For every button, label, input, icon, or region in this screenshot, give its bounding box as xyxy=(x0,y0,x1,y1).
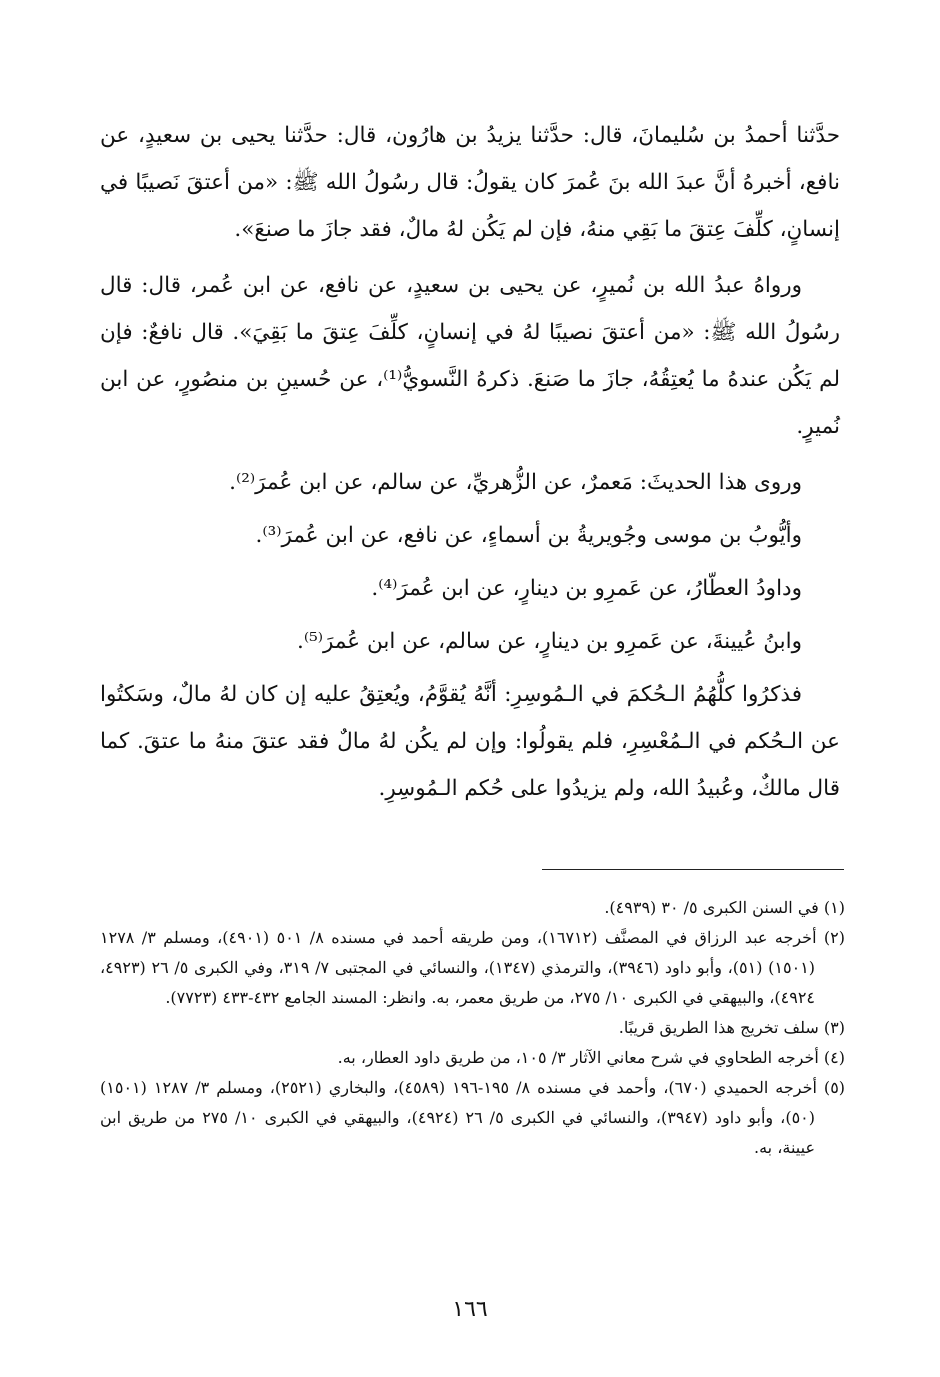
paragraph-mamar-narration: وروى هذا الحديثَ: مَعمرٌ، عن الزُّهريِّ، عن سالم، عن ابن عُمرَ⁽²⁾. xyxy=(229,470,802,495)
footnote-1: (١) في السنن الكبرى ٥/ ٣٠ (٤٩٣٩). xyxy=(604,898,845,917)
paragraph-dawud-narration: وداودُ العطّارُ، عن عَمرِو بن دينارٍ، عن ابن عُمرَ⁽⁴⁾. xyxy=(371,576,802,601)
page-number: ١٦٦ xyxy=(452,1297,488,1322)
footnote-3: (٣) سلف تخريج هذا الطريق قريبًا. xyxy=(618,1018,845,1037)
footnote-divider xyxy=(542,869,844,870)
footnotes-section xyxy=(100,893,845,1163)
footnote-4: (٤) أخرجه الطحاوي في شرح معاني الآثار ٣/ ١٠٥، من طريق داود العطار، به. xyxy=(337,1048,845,1067)
main-text-body xyxy=(100,112,840,821)
paragraph-hadith-chain: حدَّثنا أحمدُ بن سُليمانَ، قال: حدَّثنا يزيدُ بن هارُون، قال: حدَّثنا يحيى بن سعيدٍ، عن نافع، أخبرهُ أنَّ عبدَ الله بنَ عُمرَ كان يقولُ: قال رسُولُ الله ﷺ: «من أعتقَ نَصيبًا في إنسانٍ، كلِّفَ عِتقَ ما بَقِي منهُ، فإن لم يَكُن لهُ مالٌ، فقد جازَ ما صنعَ». xyxy=(100,123,840,242)
footnote-2: (٢) أخرجه عبد الرزاق في المصنَّف (١٦٧١٢)، ومن طريقه أحمد في مسنده ٨/ ٥٠١ (٤٩٠١)، ومسلم ٣/ ١٢٧٨ (١٥٠١) (٥١)، وأبو داود (٣٩٤٦)، والترمذي (١٣٤٧)، والنسائي في المجتبى ٧/ ٣١٩، وفي الكبرى ٥/ ٢٦ (٤٩٢٣، ٤٩٢٤)، والبيهقي في الكبرى ١٠/ ٢٧٥، من طريق معمر، به. وانظر: المسند الجامع ٤٣٢-٤٣٣ (٧٧٢٣). xyxy=(100,928,846,1007)
paragraph-conclusion: فذكرُوا كلُّهُمُ الـحُكمَ في الـمُوسِرِ: أنَّهُ يُقوَّمُ، ويُعتِقُ عليه إن كان لهُ مالٌ، وسَكتُوا عن الـحُكم في الـمُعْسِرِ، فلم يقولُوا: وإن لم يكُن لهُ مالٌ فقد عتقَ منهُ ما عتقَ. كما قال مالكٌ، وعُبيدُ الله، ولم يزيدُوا على حُكم الـمُوسِرِ. xyxy=(100,682,840,801)
footnote-5: (٥) أخرجه الحميدي (٦٧٠)، وأحمد في مسنده ٨/ ١٩٥-١٩٦ (٤٥٨٩)، والبخاري (٢٥٢١)، ومسلم ٣/ ١٢٨٧ (١٥٠١) (٥٠)، وأبو داود (٣٩٤٧)، والنسائي في الكبرى ٥/ ٢٦ (٤٩٢٤)، والبيهقي في الكبرى ١٠/ ٢٧٥ من طريق ابن عيينة، به. xyxy=(100,1078,846,1157)
paragraph-ayyub-narration: وأيُّوبُ بن موسى وجُويريةُ بن أسماءٍ، عن نافع، عن ابن عُمرَ⁽³⁾. xyxy=(255,523,802,548)
paragraph-ibn-uyaynah-narration: وابنُ عُيينةَ، عن عَمرِو بن دينارٍ، عن سالم، عن ابن عُمرَ⁽⁵⁾. xyxy=(296,629,802,654)
paragraph-ibn-numair-narration: ورواهُ عبدُ الله بن نُميرٍ، عن يحيى بن سعيدٍ، عن نافع، عن ابن عُمر، قال: قال رسُولُ الله ﷺ: «من أعتقَ نصيبًا لهُ في إنسانٍ، كلِّفَ عِتقَ ما بَقِيَ». قال نافعٌ: فإن لم يَكُن عندهُ ما يُعتِقُهُ، جازَ ما صَنعَ. ذكرهُ النَّسويُّ⁽¹⁾، عن حُسينِ بن منصُورٍ، عن ابن نُميرٍ. xyxy=(100,273,840,439)
